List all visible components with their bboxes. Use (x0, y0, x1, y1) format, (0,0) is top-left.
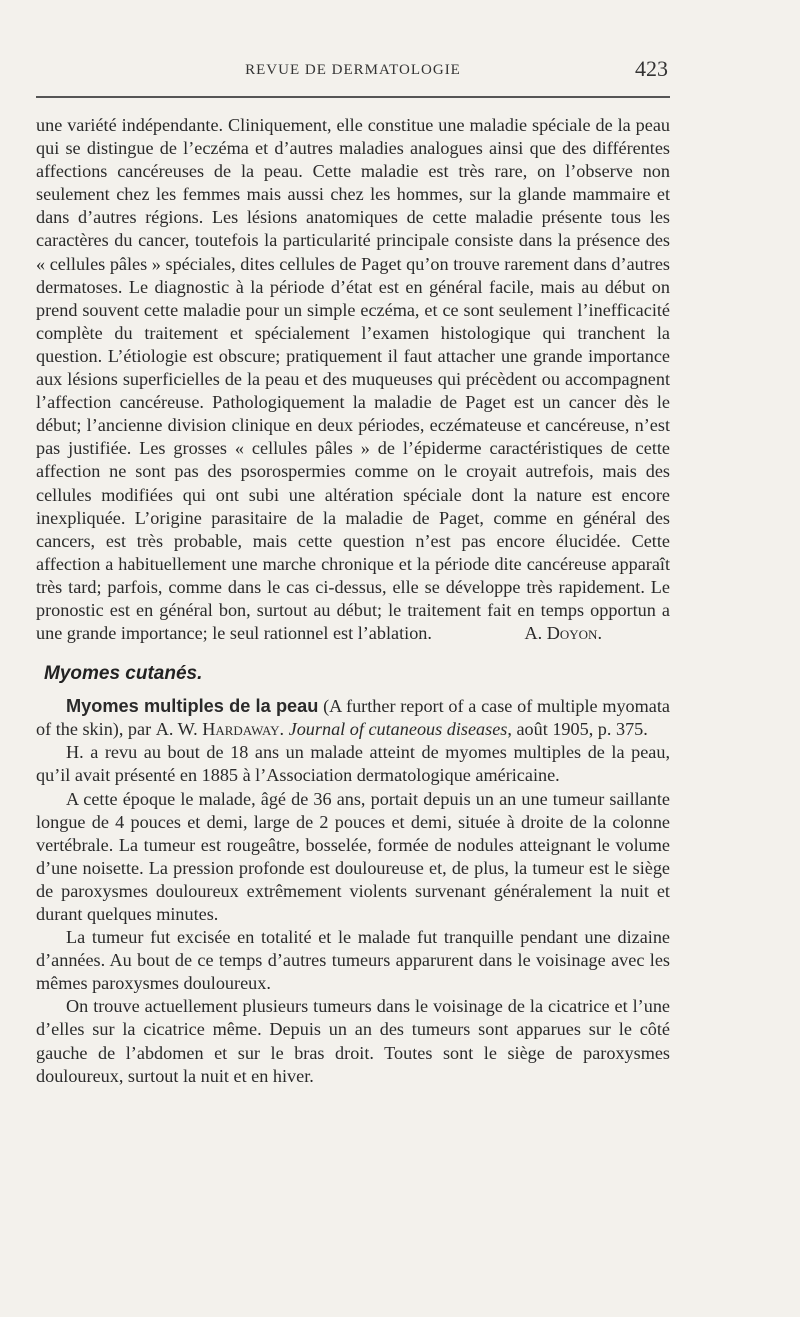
article-citation (36, 695, 670, 741)
article-paragraph-4: On trouve actuellement plusieurs tumeurs dans le voisinage de la cicatrice et l’une d’elles sur la cicatrice même. Depuis un an des tumeurs sont apparues sur le côté gauche de l’abdomen et sur le bras droit. Toutes sont le siège de paroxysmes douloureux, surtout la nuit et en hiver. (36, 996, 670, 1086)
running-head (36, 56, 670, 86)
page-number: 423 (635, 56, 668, 81)
article-author: A. W. Hardaway. (155, 719, 285, 740)
review-paget-text (36, 114, 670, 645)
header-rule (36, 96, 670, 98)
running-title: REVUE DE DERMATOLOGIE (245, 62, 461, 78)
journal-page (36, 56, 670, 1088)
review-signature: A. Doyon. (524, 623, 602, 644)
article-paragraph-2: A cette époque le malade, âgé de 36 ans, portait depuis un an une tumeur saillante longue de 4 pouces et demi, large de 2 pouces et demi, située à droite de la colonne vertébrale. La tumeur est rougeâtre, bosselée, formée de nodules atteignant le volume d’une noisette. La pression profonde est douloureuse et, de plus, la tumeur est le siège de paroxysmes douloureux extrêmement violents survenant généralement la nuit et durant quelques minutes. (36, 788, 670, 924)
section-heading: Myomes cutanés. (44, 663, 203, 685)
article-paragraph-1: H. a revu au bout de 18 ans un malade atteint de myomes multiples de la peau, qu’il avait présenté en 1885 à l’Association dermatologique américaine. (36, 742, 670, 786)
citation-tail: , août 1905, p. 375. (507, 719, 648, 740)
article-title: Myomes multiples de la peau (66, 696, 319, 717)
article-paragraph-3: La tumeur fut excisée en totalité et le malade fut tranquille pendant une dizaine d’années. Au bout de ce temps d’autres tumeurs apparurent dans le voisinage avec les mêmes paroxysmes douloureux. (36, 927, 670, 994)
citation-intro: (A further report of a case of multiple myomata of the skin), par (36, 696, 670, 740)
review-paget-body: une variété indépendante. Cliniquement, elle constitue une maladie spéciale de la peau qui se distingue de l’eczéma et d’autres maladies analogues ainsi que des différentes affections cancéreuses de la peau. Cette maladie est très rare, on l’observe non seulement chez les femmes mais aussi chez les hommes, sur la glande mammaire et dans d’autres régions. Les lésions anatomiques de cette maladie présente tous les caractères du cancer, toutefois la particularité principale consiste dans la présence des « cellules pâles » spéciales, dites cellules de Paget qu’on trouve rarement dans d’autres dermatoses. Le diagnostic à la période d’état est en général facile, mais au début on prend souvent cette maladie pour un simple eczéma, et ce sont seulement l’inefficacité complète du traitement et spécialement l’examen histologique qui tranchent la question. L’étiologie est obscure; pratiquement il faut attacher une grande importance aux lésions superficielles de la peau et des muqueuses qui précèdent ou accompagnent l’affection cancéreuse. Pathologiquement la maladie de Paget est un cancer dès le début; l’ancienne division clinique en deux périodes, eczémateuse et cancéreuse, n’est pas justifiée. Les grosses « cellules pâles » de l’épiderme caractéristiques de cette affection ne sont pas des psorospermies comme on le croyait autrefois, mais des cellules modifiées qui ont subi une altération spéciale dont la nature est encore inexpliquée. L’origine parasitaire de la maladie de Paget, comme en général des cancers, est très probable, mais cette question n’est pas encore élucidée. Cette affection a habituellement une marche chronique et la période dite cancéreuse apparaît très tard; parfois, comme dans le cas ci-dessus, elle se développe très rapidement. Le pronostic est en général bon, surtout au début; le traitement fait en temps opportun a une grande importance; le seul rationnel est l’ablation. (36, 115, 670, 644)
journal-name: Journal of cutaneous diseases (288, 719, 508, 740)
